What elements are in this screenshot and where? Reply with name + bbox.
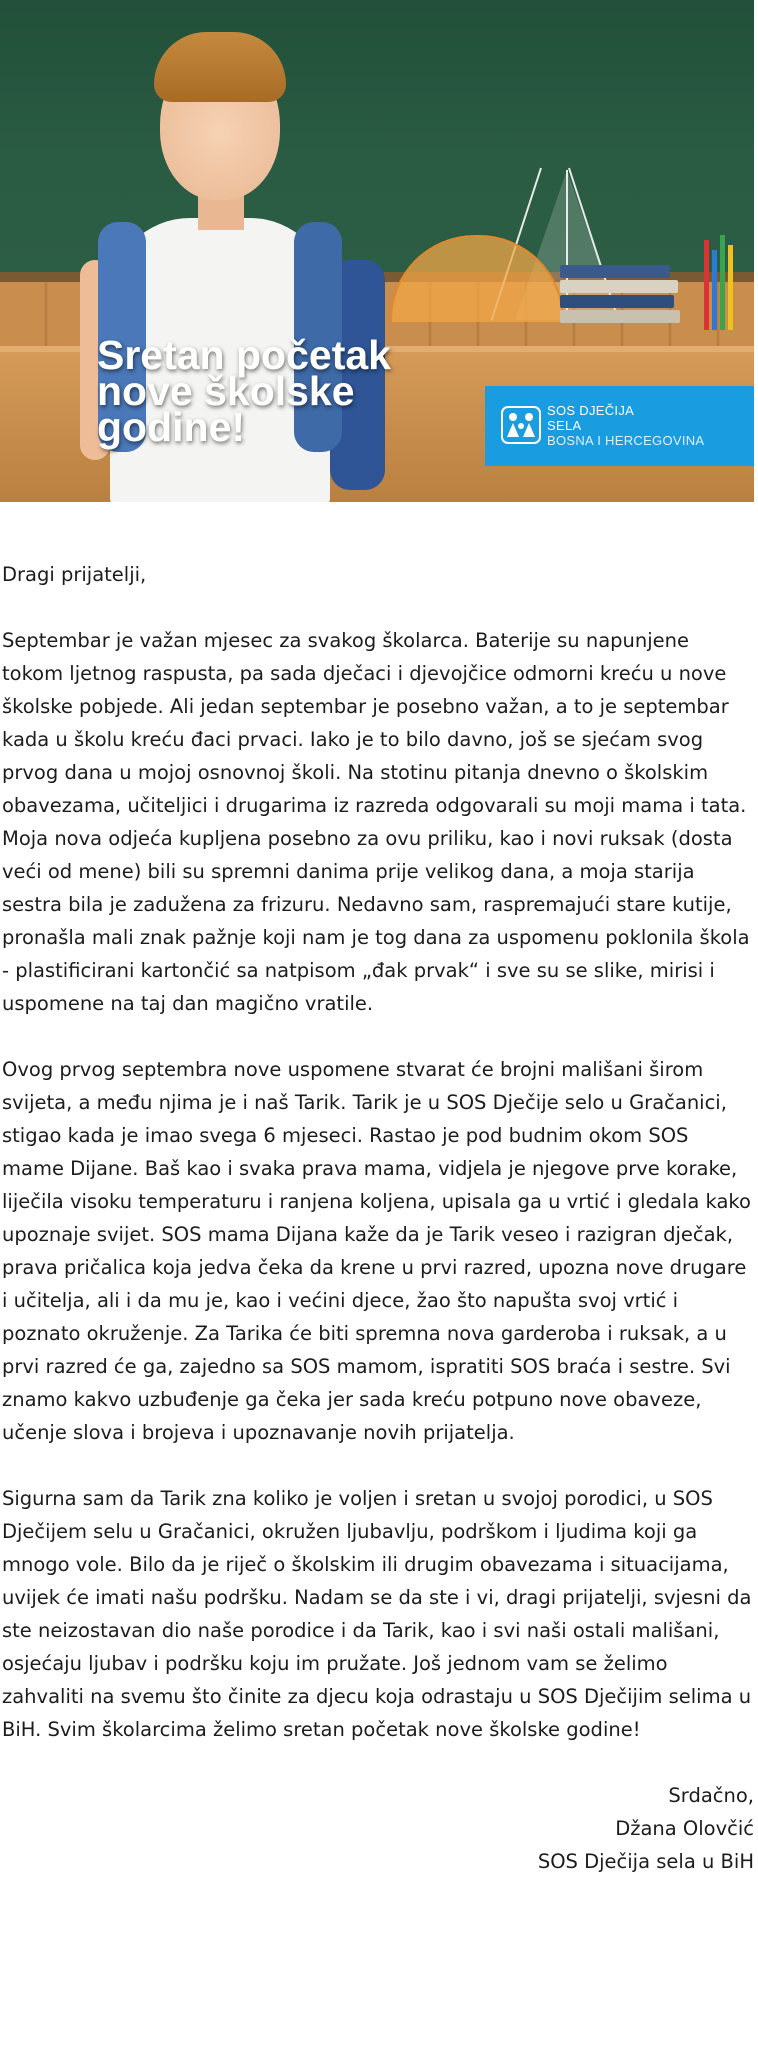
headline-line: Sretan početak bbox=[97, 332, 391, 378]
pencil bbox=[704, 240, 709, 330]
hero-headline bbox=[97, 332, 437, 450]
sos-logo-box bbox=[485, 386, 754, 466]
paragraph: Ovog prvog septembra nove uspomene stvarat će brojni mališani širom svijeta, a među njima je i naš Tarik. Tarik je u SOS Dječije selo u Gračanici, stigao kada je imao svega 6 mjeseci. Rastao je pod budnim okom SOS mame Dijane. Baš kao i svaka prava mama, vidjela je njegove prve korake, liječila visoku temperaturu i ranjena koljena, upisala ga u vrtić i gledala kako upoznaje svijet. SOS mama Dijana kaže da je Tarik veseo i razigran dječak, prava pričalica koja jedva čeka da krene u prvi razred, upozna nove drugare i učitelja, ali i da mu je, kao i većini djece, žao što napušta svoj vrtić i poznato okruženje. Za Tarika će biti spremna nova garderoba i ruksak, a u prvi razred će ga, zajedno sa SOS mamom, ispratiti SOS braća i sestre. Svi znamo kakvo uzbuđenje ga čeka jer sada kreću potpuno nove obaveze, učenje slova i brojeva i upoznavanje novih prijatelja. bbox=[2, 1058, 751, 1444]
book-stack bbox=[560, 265, 680, 335]
letter-body bbox=[2, 558, 754, 1878]
book bbox=[560, 265, 670, 278]
logo-line: SELA bbox=[547, 418, 582, 433]
pencil-cup bbox=[700, 230, 740, 330]
sos-children-logo-icon bbox=[501, 406, 541, 444]
signer-name: Džana Olovčić bbox=[615, 1817, 754, 1840]
pencil bbox=[712, 250, 717, 330]
paragraph: Septembar je važan mjesec za svakog školarca. Baterije su napunjene tokom ljetnog raspusta, pa sada dječaci i djevojčice odmorni kreću u nove školske pobjede. Ali jedan septembar je posebno važan, a to je septembar kada u školu kreću đaci prvaci. Iako je to bilo davno, još se sjećam svog prvog dana u mojoj osnovnoj školi. Na stotinu pitanja dnevno o školskim obavezama, učiteljici i drugarima iz razreda odgovarali su moji mama i tata. Moja nova odjeća kupljena posebno za ovu priliku, kao i novi ruksak (dosta veći od mene) bili su spremni danima prije velikog dana, a moja starija sestra bila je zadužena za frizuru. Nedavno sam, raspremajući stare kutije, pronašla mali znak pažnje koji nam je tog dana za uspomenu poklonila škola - plastificirani kartončić sa natpisom „đak prvak“ i sve su se slike, mirisi i uspomene na taj dan magično vratile. bbox=[2, 629, 750, 1015]
salutation: Srdačno, bbox=[668, 1784, 754, 1807]
logo-line: BOSNA I HERCEGOVINA bbox=[547, 433, 705, 448]
sos-logo-text bbox=[547, 403, 704, 448]
book bbox=[560, 280, 678, 293]
boy-hair bbox=[154, 32, 286, 102]
book bbox=[560, 310, 680, 323]
pencil bbox=[728, 245, 733, 330]
book bbox=[560, 295, 674, 308]
greeting: Dragi prijatelji, bbox=[2, 563, 147, 586]
signer-organization: SOS Dječija sela u BiH bbox=[537, 1850, 754, 1873]
hero-banner bbox=[0, 0, 754, 502]
paragraph: Sigurna sam da Tarik zna koliko je voljen i sretan u svojoj porodici, u SOS Dječijem selu u Gračanici, okružen ljubavlju, podrškom i ljudima koji ga mnogo vole. Bilo da je riječ o školskim ili drugim obavezama i situacijama, uvijek će imati našu podršku. Nadam se da ste i vi, dragi prijatelji, svjesni da ste neizostavan dio naše porodice i da Tarik, kao i svi naši ostali mališani, osjećaju ljubav i podršku koju im pružate. Još jednom vam se želimo zahvaliti na svemu što činite za djecu koja odrastaju u SOS Dječijim selima u BiH. Svim školarcima želimo sretan početak nove školske godine! bbox=[2, 1487, 752, 1741]
pencil bbox=[720, 235, 725, 330]
signature-block bbox=[2, 1779, 754, 1878]
headline-line: nove školske bbox=[97, 368, 355, 414]
headline-line: godine! bbox=[97, 404, 246, 450]
logo-line: SOS DJEČIJA bbox=[547, 403, 635, 418]
